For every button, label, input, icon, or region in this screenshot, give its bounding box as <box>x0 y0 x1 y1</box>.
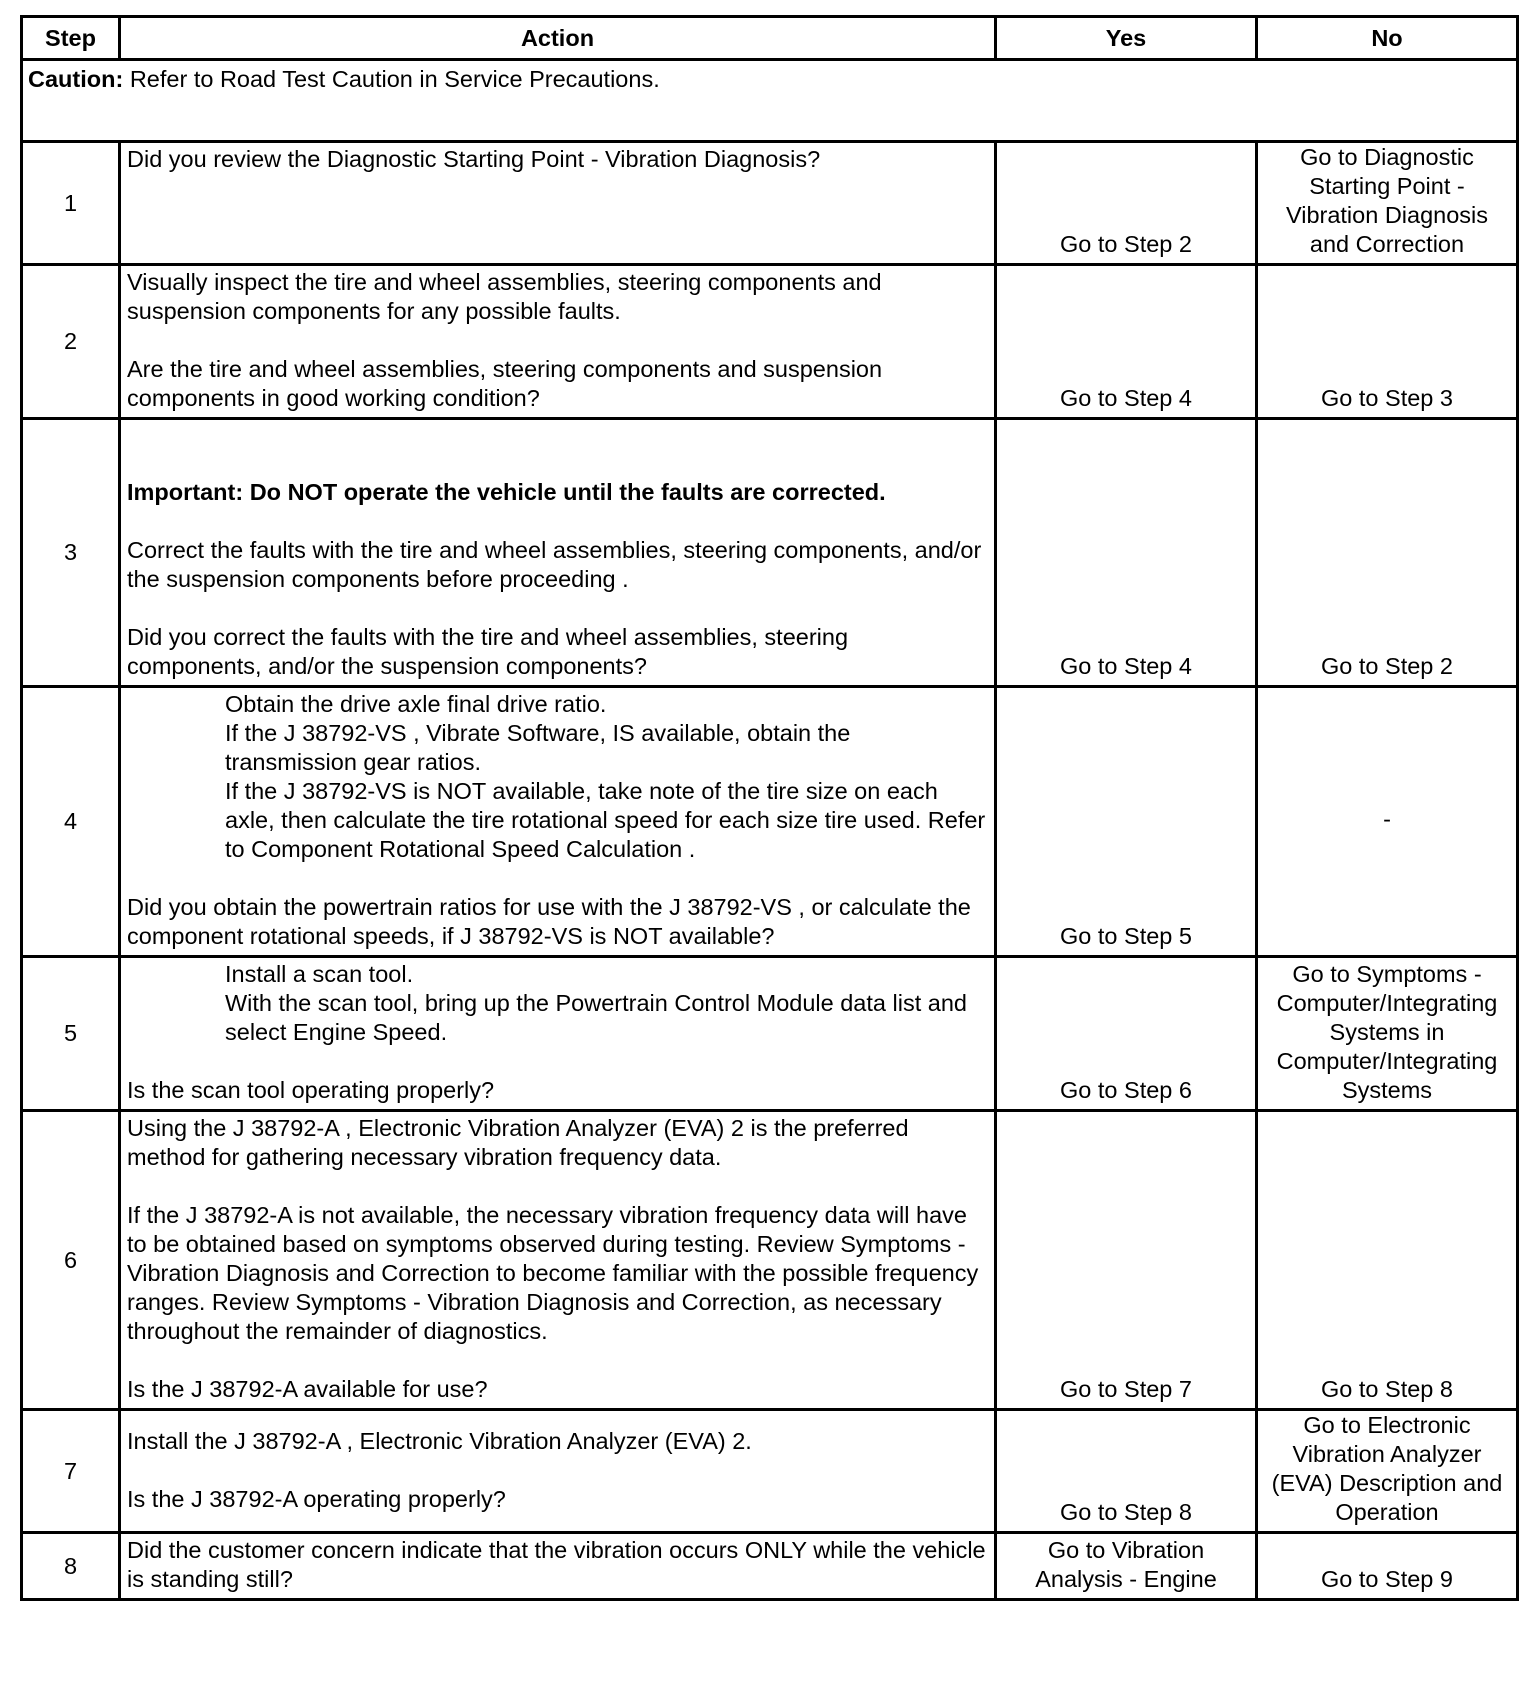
action-question: Did the customer concern indicate that the vibration occurs ONLY while the vehicle is standing still? <box>127 1537 986 1592</box>
no-line: Operation <box>1335 1499 1439 1525</box>
no-line: Systems in <box>1329 1019 1445 1045</box>
header-row <box>22 17 1518 60</box>
no-line: Systems <box>1341 1077 1433 1103</box>
procedure-step: Install a scan tool. <box>225 961 414 987</box>
table-row <box>22 1533 1518 1600</box>
procedure-step: With the scan tool, bring up the Powertrain Control Module data list and select Engine Speed. <box>225 990 967 1045</box>
no-line: Starting Point - <box>1309 173 1465 199</box>
step-number: 7 <box>22 1410 120 1533</box>
action-question: Is the J 38792-A available for use? <box>127 1376 488 1402</box>
action-text: Correct the faults with the tire and wheel assemblies, steering components, and/or the suspension components before proceeding . <box>127 537 982 592</box>
action-cell <box>120 142 996 265</box>
action-question: Did you correct the faults with the tire and wheel assemblies, steering components, and/or the suspension components? <box>127 624 849 679</box>
no-line: Vibration Diagnosis <box>1285 202 1489 228</box>
yes-cell: Go to Step 2 <box>996 142 1257 265</box>
no-line: Go to Electronic <box>1303 1412 1471 1438</box>
no-line: Go to Diagnostic <box>1300 144 1474 170</box>
no-cell <box>1257 1410 1518 1533</box>
no-cell: Go to Step 2 <box>1257 419 1518 687</box>
diagnostic-table <box>20 15 1519 1601</box>
procedure-step: Obtain the drive axle final drive ratio. <box>225 691 607 717</box>
yes-line: Go to Vibration <box>1047 1537 1205 1563</box>
yes-cell: Go to Step 6 <box>996 957 1257 1111</box>
table-row <box>22 419 1518 687</box>
caution-cell <box>22 60 1518 142</box>
step-number: 6 <box>22 1111 120 1410</box>
action-question: Did you obtain the powertrain ratios for use with the J 38792-VS , or calculate the component rotational speeds, if J 38792-VS is NOT available? <box>127 894 971 949</box>
action-cell <box>120 687 996 957</box>
action-text: Visually inspect the tire and wheel assemblies, steering components and suspension components for any possible faults. <box>127 269 882 324</box>
no-cell <box>1257 957 1518 1111</box>
no-cell: Go to Step 8 <box>1257 1111 1518 1410</box>
no-cell: - <box>1257 687 1518 957</box>
no-line: Vibration Analyzer <box>1292 1441 1482 1467</box>
step-number: 3 <box>22 419 120 687</box>
table-row <box>22 1111 1518 1410</box>
no-cell: Go to Step 9 <box>1257 1533 1518 1600</box>
action-text: Did you review the Diagnostic Starting Point - Vibration Diagnosis? <box>127 146 821 172</box>
step-number: 8 <box>22 1533 120 1600</box>
caution-row <box>22 60 1518 142</box>
procedure-step: If the J 38792-VS , Vibrate Software, IS available, obtain the transmission gear ratios. <box>225 720 851 775</box>
yes-line: Analysis - Engine <box>1035 1566 1217 1592</box>
header-yes: Yes <box>996 17 1257 60</box>
yes-cell: Go to Step 5 <box>996 687 1257 957</box>
header-no: No <box>1257 17 1518 60</box>
table-row <box>22 1410 1518 1533</box>
no-cell: Go to Step 3 <box>1257 265 1518 419</box>
action-text: If the J 38792-A is not available, the necessary vibration frequency data will have to be obtained based on symptoms observed during testing. Review Symptoms - Vibration Diagnosis and Correction to become familiar with the possible frequency ranges. Review Symptoms - Vibration Diagnosis and Correction, as necessary throughout the remainder of diagnostics. <box>127 1202 979 1344</box>
step-number: 1 <box>22 142 120 265</box>
header-action: Action <box>120 17 996 60</box>
important-note: Important: Do NOT operate the vehicle until the faults are corrected. <box>127 479 886 505</box>
table-row <box>22 142 1518 265</box>
action-question: Is the J 38792-A operating properly? <box>127 1485 506 1512</box>
step-number: 4 <box>22 687 120 957</box>
action-cell <box>120 1111 996 1410</box>
table-row <box>22 265 1518 419</box>
step-number: 5 <box>22 957 120 1111</box>
no-line: Computer/Integrating <box>1276 1048 1498 1074</box>
yes-cell: Go to Step 7 <box>996 1111 1257 1410</box>
table-row <box>22 687 1518 957</box>
yes-cell <box>996 1533 1257 1600</box>
action-cell <box>120 1410 996 1533</box>
action-text: Install the J 38792-A , Electronic Vibration Analyzer (EVA) 2. <box>127 1427 752 1454</box>
caution-label: Caution: <box>28 66 124 92</box>
yes-cell: Go to Step 8 <box>996 1410 1257 1533</box>
step-number: 2 <box>22 265 120 419</box>
yes-cell: Go to Step 4 <box>996 419 1257 687</box>
caution-text: Refer to Road Test Caution in Service Precautions. <box>123 66 660 92</box>
no-line: Go to Symptoms - <box>1292 961 1482 987</box>
action-question: Are the tire and wheel assemblies, steering components and suspension components in good working condition? <box>127 356 883 411</box>
no-line: and Correction <box>1309 231 1465 257</box>
action-cell <box>120 957 996 1111</box>
action-cell <box>120 265 996 419</box>
header-step: Step <box>22 17 120 60</box>
action-cell <box>120 419 996 687</box>
no-cell <box>1257 142 1518 265</box>
action-cell <box>120 1533 996 1600</box>
action-text: Using the J 38792-A , Electronic Vibration Analyzer (EVA) 2 is the preferred method for gathering necessary vibration frequency data. <box>127 1115 909 1170</box>
procedure-step: If the J 38792-VS is NOT available, take note of the tire size on each axle, then calculate the tire rotational speed for each size tire used. Refer to Component Rotational Speed Calculation . <box>225 778 986 862</box>
no-line: Computer/Integrating <box>1276 990 1498 1016</box>
action-question: Is the scan tool operating properly? <box>127 1077 495 1103</box>
yes-cell: Go to Step 4 <box>996 265 1257 419</box>
no-line: (EVA) Description and <box>1271 1470 1503 1496</box>
table-row <box>22 957 1518 1111</box>
